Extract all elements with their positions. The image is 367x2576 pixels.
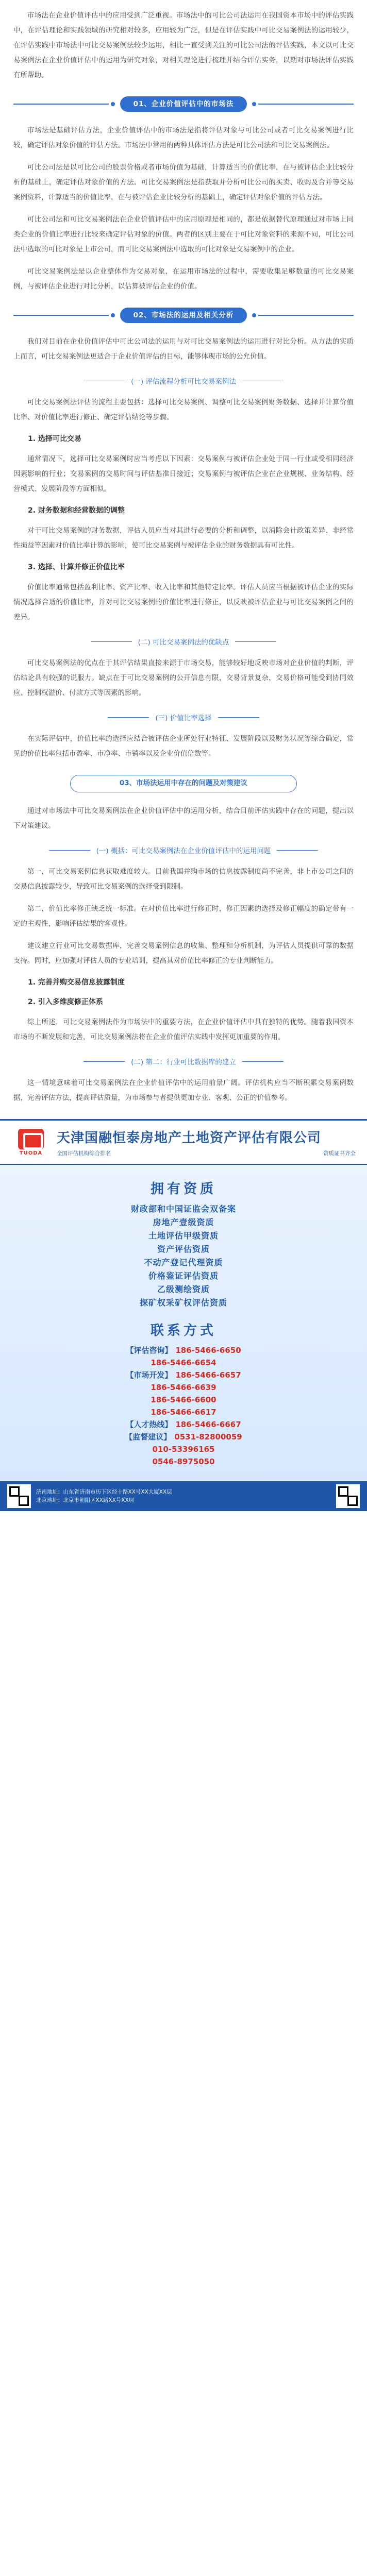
company-info (51, 1127, 356, 1157)
conclusion-paragraph: 这一情境意味着可比交易案例法在企业价值评估中的运用前景广阔。评估机构应当不断积累交易案例数据，完善评估方法，提高评估质量，为市场参与者提供更加专业、客观、公正的价值参考。 (13, 1079, 354, 1102)
subheading: (二) 可比交易案例法的优缺点 (13, 636, 354, 647)
divider (277, 850, 318, 851)
company-tagline (57, 1149, 356, 1157)
section-heading-2 (13, 308, 354, 323)
subheading: (二) 第二：行业可比数据库的建立 (13, 1056, 354, 1066)
card-body (0, 1165, 367, 1481)
qualification-item: 不动产登记代理资质 (144, 1258, 223, 1267)
qr-code-icon[interactable] (7, 1484, 31, 1508)
paragraph: 对于可比交易案例的财务数据，评估人员应当对其进行必要的分析和调整，以消除会计政策差异、非经常性损益等因素对价值比率计算的影响，使可比交易案例与被评估企业的财务数据具有可比性。 (13, 527, 354, 550)
divider (258, 104, 354, 105)
paragraph: 价值比率通常包括盈利比率、资产比率、收入比率和其他特定比率。评估人员应当根据被评估企业的实际情况选择合适的价值比率，并对可比交易案例的价值比率进行修正，以反映被评估企业与可比交易案例之间的差异。 (13, 583, 354, 621)
subheading: (三) 价值比率选择 (13, 712, 354, 722)
paragraph: 我们对目前在企业价值评估中可比公司法的运用与对可比交易案例法的运用进行对比分析。从方法的实质上而言，可比交易案例法更适合于企业价值评估的目标，能够体现市场的公允价值。 (13, 337, 354, 361)
paragraph: 可比交易案例法的优点在于其评估结果直接来源于市场交易，能够较好地反映市场对企业价值的判断，评估结论具有较强的说服力。缺点在于可比交易案例的公开信息有限，交易背景复杂，交易价格可能受到协同效应、控制权溢价、付款方式等因素的影响。 (13, 659, 354, 697)
contact-row (21, 1418, 346, 1431)
section-title: 02、市场法的运用及相关分析 (120, 308, 247, 323)
card-header (0, 1121, 367, 1165)
company-card (0, 1119, 367, 1511)
divider (242, 1061, 283, 1062)
qualification-item: 房地产壹级资质 (153, 1217, 214, 1227)
qualification-item: 财政部和中国证监会双备案 (130, 1204, 236, 1214)
contact-row (21, 1431, 346, 1443)
divider (108, 717, 149, 718)
address-line: 北京地址：北京市朝阳区XX路XX号XX层 (36, 1497, 135, 1503)
contact-label: 【人才热线】 (126, 1420, 173, 1429)
section-heading-1 (13, 96, 354, 112)
card-footer (0, 1481, 367, 1511)
dot-icon (252, 102, 256, 106)
contact-title: 联系方式 (150, 1323, 216, 1338)
logo-text: TUODA (19, 1150, 43, 1156)
qualification-title: 拥有资质 (150, 1181, 216, 1197)
logo-icon (18, 1129, 44, 1149)
contact-label: 【评估咨询】 (126, 1346, 173, 1355)
divider (13, 104, 109, 105)
paragraph: 第二，价值比率修正缺乏统一标准。在对价值比率进行修正时，修正因素的选择及修正幅度的确定带有一定的主观性，影响评估结果的客观性。 (13, 905, 354, 928)
paragraph: 建议建立行业可比交易数据库，完善交易案例信息的收集、整理和分析机制，为评估人员提供可靠的数据支持。同时，应加强对评估人员的专业培训，提高其对价值比率修正的专业判断能力。 (13, 942, 354, 965)
company-name: 天津国融恒泰房地产土地资产评估有限公司 (57, 1130, 322, 1146)
paragraph: 可比交易案例法是以企业整体作为交易对象，在运用市场法的过程中，需要收集足够数量的可比交易案例，与被评估企业进行对比分析，以估算被评估企业的价值。 (13, 267, 354, 291)
qualification-list (21, 1202, 346, 1310)
phone-link[interactable]: 0546-8975050 (152, 1457, 215, 1466)
paragraph: 通过对市场法中可比交易案例法在企业价值评估中的运用分析，结合目前评估实践中存在的问题，提出以下对策建议。 (13, 807, 354, 830)
contact-row (21, 1369, 346, 1381)
paragraph: 可比公司法和可比交易案例法在企业价值评估中的应用原理是相同的，都是依据替代原理通过对市场上同类企业的价值比率进行比较来确定评估对象的价值。两者的区别主要在于可比对象资料的来源不同，可比公司法中选取的可比对象是上市公司，而可比交易案例法中选取的可比对象是交易案例中的企业。 (13, 215, 354, 253)
divider (84, 1061, 125, 1062)
contact-row (21, 1344, 346, 1357)
qualification-item: 探矿权采矿权评估资质 (139, 1298, 227, 1308)
step-heading: 1. 选择可比交易 (28, 435, 81, 443)
step-heading: 1. 完善并购交易信息披露制度 (28, 978, 125, 987)
address-text (31, 1488, 336, 1504)
phone-link[interactable]: 186-5466-6654 (151, 1358, 216, 1367)
paragraph: 第一，可比交易案例信息获取难度较大。目前我国并购市场的信息披露制度尚不完善，非上市公司之间的交易信息披露较少，导致可比交易案例的选择受到限制。 (13, 868, 354, 891)
paragraph: 可比公司法是以可比公司的股票价格或者市场价值为基础，计算适当的价值比率，在与被评估企业比较分析的基础上，确定评估对象价值的方法。可比交易案例法是指获取并分析可比公司的买卖、收购及合并等交易案例资料，计算适当的价值比率，在与被评估企业比较分析的基础上，确定评估对象价值的评估方法。 (13, 163, 354, 201)
phone-link[interactable]: 186-5466-6639 (151, 1383, 216, 1392)
phone-link[interactable]: 186-5466-6650 (175, 1346, 241, 1355)
qualification-item: 乙级测绘资质 (157, 1284, 210, 1294)
dot-icon (252, 313, 256, 317)
tagline-left: 全国评估机构综合排名 (57, 1150, 111, 1157)
divider (218, 717, 259, 718)
tagline-right: 资质证书齐全 (323, 1150, 356, 1157)
contact-label: 【市场开发】 (126, 1370, 173, 1380)
divider (258, 315, 354, 316)
intro-paragraph: 市场法在企业价值评估中的应用受到广泛重视。市场法中的可比公司法运用在我国资本市场中的评估实践中，在评估理论和实践领域的研究相对较多，应用较为广泛，但是在评估实践中可比交易案例法的运用较少，在评估实践中市场法中可比交易案例法较少运用，相比一直受到关注的可比公司法的评估实践，本文以可比交易案例法在企业价值评估中的运用为研究对象，对相关理论进行梳理并结合评估实务，以期对市场法评估实践有所帮助。 (13, 11, 354, 79)
subheading: (一) 概括：可比交易案例法在企业价值评估中的运用问题 (13, 845, 354, 855)
step-heading: 3. 选择、计算并修正价值比率 (28, 563, 125, 571)
contact-label: 【监督建议】 (125, 1432, 172, 1442)
qualification-item: 资产评估资质 (157, 1244, 210, 1254)
phone-link[interactable]: 186-5466-6657 (175, 1370, 241, 1380)
subheading: (一) 评估流程分析可比交易案例法 (13, 376, 354, 386)
dot-icon (111, 102, 115, 106)
paragraph: 可比交易案例法评估的流程主要包括：选择可比交易案例、调整可比交易案例财务数据、选择并计算价值比率、对价值比率进行修正、确定评估结论等步骤。 (13, 398, 354, 421)
section-heading-3: 03、市场法运用中存在的问题及对策建议 (70, 775, 297, 792)
qualification-item: 土地评估甲级资质 (148, 1231, 219, 1241)
divider (13, 315, 109, 316)
qualification-item: 价格鉴证评估资质 (148, 1271, 219, 1281)
paragraph: 综上所述，可比交易案例法作为市场法中的重要方法，在企业价值评估中具有独特的优势。随着我国资本市场的不断发展和完善，可比交易案例法将在企业价值评估实践中发挥更加重要的作用。 (13, 1018, 354, 1041)
step-heading: 2. 财务数据和经营数据的调整 (28, 506, 125, 515)
address-line: 济南地址：山东省济南市历下区经十路XX号XX大厦XX层 (36, 1489, 172, 1495)
phone-link[interactable]: 0531-82800059 (174, 1432, 242, 1442)
contact-list (21, 1344, 346, 1468)
phone-link[interactable]: 186-5466-6600 (151, 1395, 216, 1404)
company-logo (11, 1127, 51, 1158)
divider (49, 850, 90, 851)
step-heading: 2. 引入多维度修正体系 (28, 998, 103, 1006)
paragraph: 市场法是基础评估方法，企业价值评估中的市场法是指将评估对象与可比公司或者可比交易案例进行比较，确定评估对象价值的评估方法。市场法中常用的两种具体评估方法是可比公司法和可比交易案例法。 (13, 126, 354, 149)
section-title: 01、企业价值评估中的市场法 (120, 96, 247, 112)
paragraph: 通常情况下，选择可比交易案例时应当考虑以下因素：交易案例与被评估企业处于同一行业或受相同经济因素影响的行业；交易案例的交易时间与评估基准日接近；交易案例与被评估企业在企业规模、业务结构、经营模式、发展阶段等方面相似。 (13, 455, 354, 493)
paragraph: 在实际评估中，价值比率的选择应结合被评估企业所处行业特征、发展阶段以及财务状况等综合确定，常见的价值比率包括市盈率、市净率、市销率以及企业价值倍数等。 (13, 735, 354, 758)
phone-link[interactable]: 186-5466-6667 (175, 1420, 241, 1429)
phone-link[interactable]: 186-5466-6617 (151, 1408, 216, 1417)
divider (235, 641, 276, 642)
dot-icon (111, 313, 115, 317)
phone-link[interactable]: 010-53396165 (152, 1445, 215, 1454)
divider (91, 641, 132, 642)
qr-code-icon[interactable] (336, 1484, 360, 1508)
